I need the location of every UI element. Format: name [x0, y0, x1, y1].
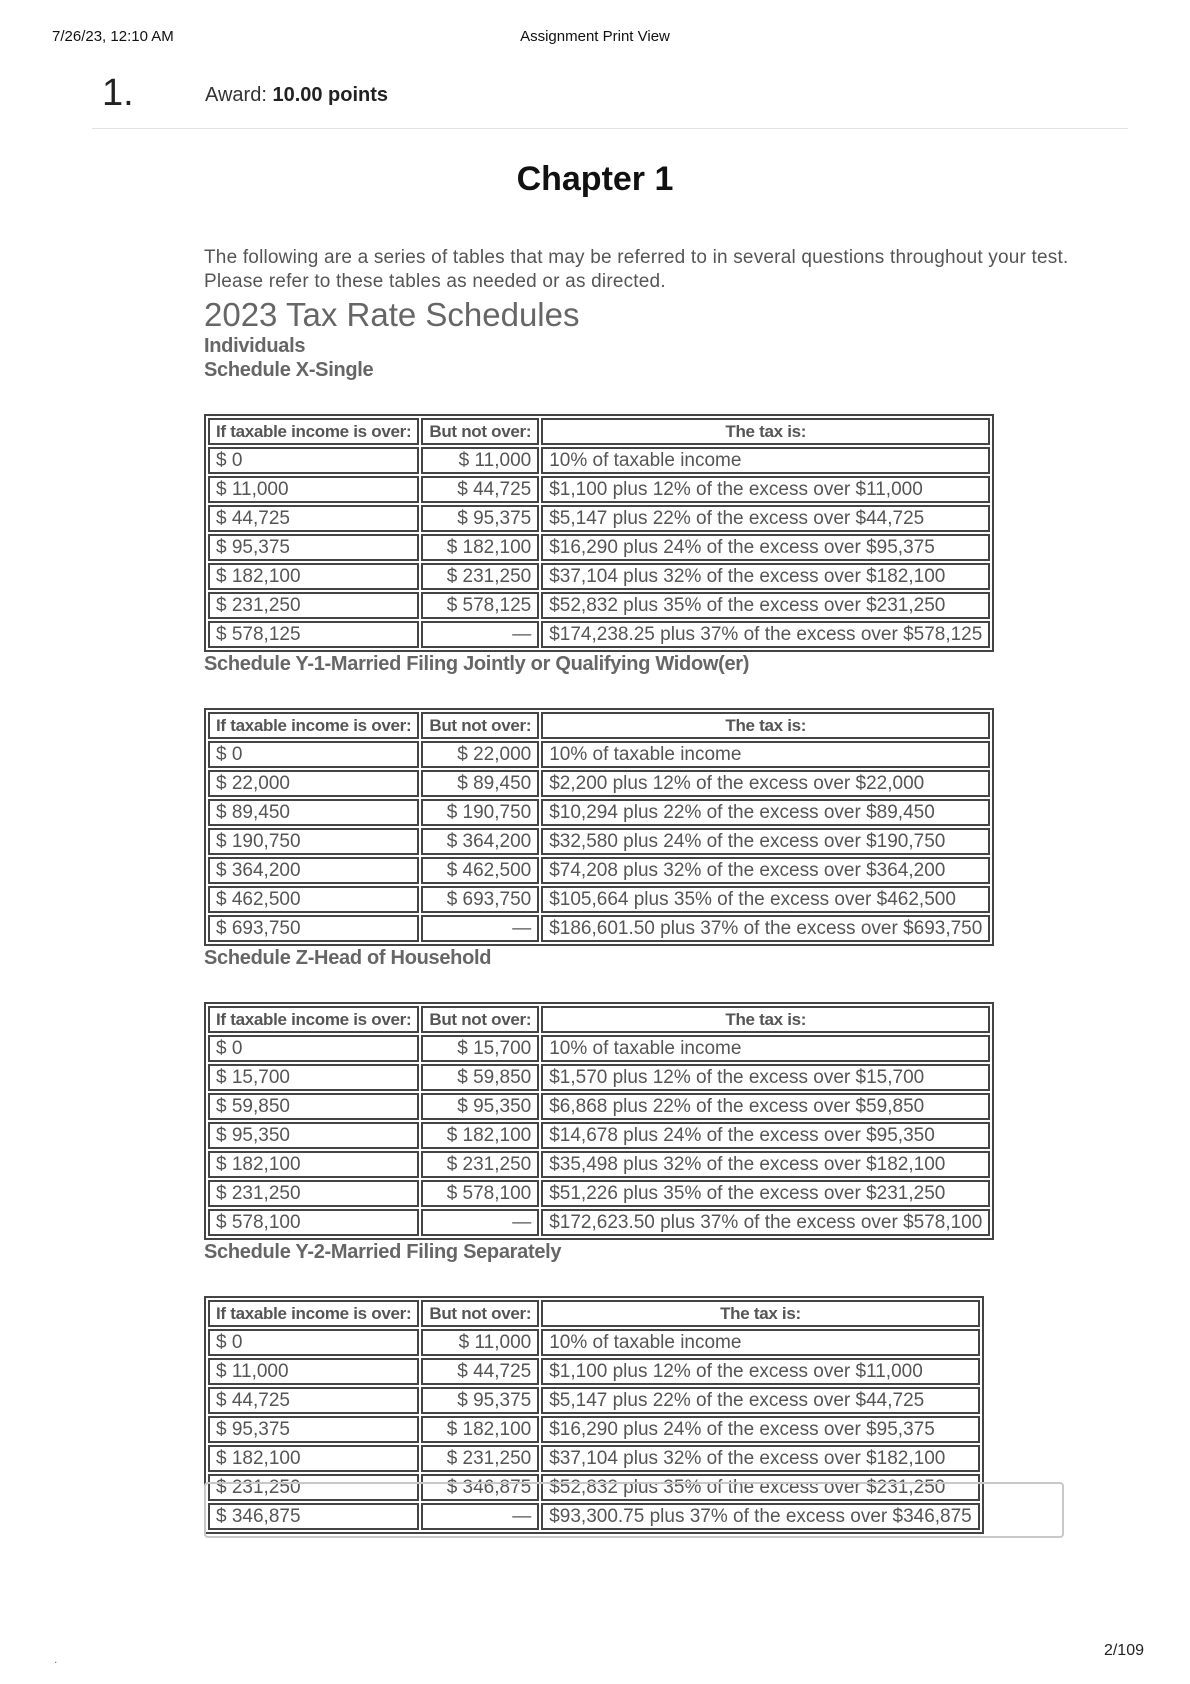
income-over-cell: $ 231,250	[208, 1474, 419, 1501]
question-content	[204, 246, 1104, 1534]
income-over-cell: $ 578,125	[208, 621, 419, 648]
tax-is-cell: 10% of taxable income	[541, 1329, 980, 1356]
table-row	[208, 447, 990, 474]
table-header-row	[208, 712, 990, 739]
schedule-section	[204, 652, 1104, 946]
not-over-cell: $ 231,250	[421, 563, 539, 590]
tax-is-cell: $93,300.75 plus 37% of the excess over $346,875	[541, 1503, 980, 1530]
not-over-cell: $ 190,750	[421, 799, 539, 826]
not-over-cell: —	[421, 621, 539, 648]
table-row	[208, 886, 990, 913]
tax-rate-table	[204, 414, 994, 652]
income-over-header: If taxable income is over:	[208, 1006, 419, 1033]
income-over-cell: $ 462,500	[208, 886, 419, 913]
income-over-cell: $ 44,725	[208, 505, 419, 532]
tax-is-cell: $14,678 plus 24% of the excess over $95,350	[541, 1122, 990, 1149]
income-over-cell: $ 95,350	[208, 1122, 419, 1149]
question-number: 1.	[102, 72, 134, 114]
tax-is-cell: $16,290 plus 24% of the excess over $95,375	[541, 534, 990, 561]
not-over-cell: $ 364,200	[421, 828, 539, 855]
not-over-cell: $ 578,125	[421, 592, 539, 619]
not-over-cell: $ 231,250	[421, 1445, 539, 1472]
income-over-cell: $ 190,750	[208, 828, 419, 855]
tax-is-cell: $74,208 plus 32% of the excess over $364,200	[541, 857, 990, 884]
tax-is-header: The tax is:	[541, 712, 990, 739]
table-row	[208, 1151, 990, 1178]
tax-is-cell: $35,498 plus 32% of the excess over $182,100	[541, 1151, 990, 1178]
table-header-row	[208, 1006, 990, 1033]
not-over-cell: $ 182,100	[421, 1416, 539, 1443]
table-row	[208, 1416, 980, 1443]
tax-is-cell: $1,100 plus 12% of the excess over $11,000	[541, 1358, 980, 1385]
tax-is-header: The tax is:	[541, 1300, 980, 1327]
tax-schedules-heading: 2023 Tax Rate Schedules	[204, 296, 580, 333]
tax-is-cell: $5,147 plus 22% of the excess over $44,725	[541, 505, 990, 532]
not-over-cell: $ 44,725	[421, 1358, 539, 1385]
award-line	[205, 84, 388, 107]
table-row	[208, 770, 990, 797]
income-over-cell: $ 59,850	[208, 1093, 419, 1120]
table-row	[208, 1387, 980, 1414]
not-over-header: But not over:	[421, 1300, 539, 1327]
tax-is-cell: 10% of taxable income	[541, 447, 990, 474]
income-over-cell: $ 11,000	[208, 476, 419, 503]
table-header-row	[208, 418, 990, 445]
footer-dot: .	[54, 1652, 58, 1666]
not-over-cell: $ 59,850	[421, 1064, 539, 1091]
income-over-cell: $ 693,750	[208, 915, 419, 942]
tax-is-cell: $37,104 plus 32% of the excess over $182,100	[541, 563, 990, 590]
tax-is-cell: $172,623.50 plus 37% of the excess over $578,100	[541, 1209, 990, 1236]
tax-is-cell: $186,601.50 plus 37% of the excess over $693,750	[541, 915, 990, 942]
intro-text: The following are a series of tables that may be referred to in several questions throughout your test. Please refer to these tables as needed or as directed.	[204, 247, 1069, 292]
table-header-row	[208, 1300, 980, 1327]
not-over-cell: $ 346,875	[421, 1474, 539, 1501]
table-row	[208, 799, 990, 826]
income-over-cell: $ 182,100	[208, 1445, 419, 1472]
schedules-container	[204, 358, 1104, 1534]
table-row	[208, 621, 990, 648]
award-label: Award:	[205, 84, 267, 106]
table-row	[208, 1180, 990, 1207]
not-over-header: But not over:	[421, 712, 539, 739]
tax-is-cell: $51,226 plus 35% of the excess over $231,250	[541, 1180, 990, 1207]
income-over-cell: $ 95,375	[208, 1416, 419, 1443]
table-row	[208, 1093, 990, 1120]
table-row	[208, 741, 990, 768]
schedule-title: Schedule Y-2-Married Filing Separately	[204, 1241, 562, 1263]
page-number: 2/109	[1103, 1642, 1144, 1659]
income-over-cell: $ 0	[208, 1329, 419, 1356]
answer-box[interactable]	[204, 1482, 1064, 1538]
income-over-header: If taxable income is over:	[208, 1300, 419, 1327]
tax-is-cell: $16,290 plus 24% of the excess over $95,375	[541, 1416, 980, 1443]
not-over-cell: $ 95,375	[421, 505, 539, 532]
tax-is-cell: $105,664 plus 35% of the excess over $462,500	[541, 886, 990, 913]
tax-is-cell: $6,868 plus 22% of the excess over $59,850	[541, 1093, 990, 1120]
tax-is-cell: 10% of taxable income	[541, 1035, 990, 1062]
table-row	[208, 1064, 990, 1091]
chapter-title: Chapter 1	[516, 160, 674, 198]
income-over-cell: $ 11,000	[208, 1358, 419, 1385]
not-over-cell: —	[421, 915, 539, 942]
header-divider	[92, 128, 1128, 129]
not-over-cell: $ 182,100	[421, 1122, 539, 1149]
income-over-cell: $ 231,250	[208, 1180, 419, 1207]
not-over-cell: $ 182,100	[421, 534, 539, 561]
print-datetime: 7/26/23, 12:10 AM	[52, 28, 174, 45]
income-over-cell: $ 182,100	[208, 563, 419, 590]
income-over-cell: $ 346,875	[208, 1503, 419, 1530]
tax-is-cell: $5,147 plus 22% of the excess over $44,725	[541, 1387, 980, 1414]
tax-is-cell: $2,200 plus 12% of the excess over $22,000	[541, 770, 990, 797]
not-over-cell: $ 11,000	[421, 1329, 539, 1356]
schedule-title: Schedule Y-1-Married Filing Jointly or Qualifying Widow(er)	[204, 653, 750, 675]
schedule-spacer	[204, 676, 1104, 708]
schedule-spacer	[204, 382, 1104, 414]
table-row	[208, 1358, 980, 1385]
table-row	[208, 592, 990, 619]
table-row	[208, 476, 990, 503]
tax-is-cell: $32,580 plus 24% of the excess over $190,750	[541, 828, 990, 855]
table-row	[208, 828, 990, 855]
table-row	[208, 857, 990, 884]
tax-rate-table	[204, 708, 994, 946]
table-row	[208, 1035, 990, 1062]
income-over-cell: $ 0	[208, 447, 419, 474]
schedule-title: Schedule Z-Head of Household	[204, 947, 492, 969]
schedule-section	[204, 358, 1104, 652]
not-over-cell: $ 15,700	[421, 1035, 539, 1062]
table-row	[208, 1209, 990, 1236]
income-over-cell: $ 95,375	[208, 534, 419, 561]
income-over-cell: $ 231,250	[208, 592, 419, 619]
not-over-header: But not over:	[421, 418, 539, 445]
not-over-cell: $ 44,725	[421, 476, 539, 503]
schedule-spacer	[204, 970, 1104, 1002]
not-over-cell: $ 693,750	[421, 886, 539, 913]
tax-is-cell: $10,294 plus 22% of the excess over $89,450	[541, 799, 990, 826]
income-over-cell: $ 0	[208, 741, 419, 768]
tax-is-cell: $174,238.25 plus 37% of the excess over $578,125	[541, 621, 990, 648]
not-over-cell: $ 462,500	[421, 857, 539, 884]
table-row	[208, 915, 990, 942]
not-over-cell: $ 95,350	[421, 1093, 539, 1120]
table-row	[208, 1445, 980, 1472]
income-over-cell: $ 89,450	[208, 799, 419, 826]
table-row	[208, 1122, 990, 1149]
income-over-cell: $ 0	[208, 1035, 419, 1062]
not-over-cell: $ 231,250	[421, 1151, 539, 1178]
award-value: 10.00 points	[272, 84, 389, 106]
table-row	[208, 1329, 980, 1356]
table-row	[208, 534, 990, 561]
tax-is-cell: 10% of taxable income	[541, 741, 990, 768]
tax-is-cell: $37,104 plus 32% of the excess over $182,100	[541, 1445, 980, 1472]
income-over-cell: $ 22,000	[208, 770, 419, 797]
tax-is-cell: $52,832 plus 35% of the excess over $231,250	[541, 1474, 980, 1501]
schedule-spacer	[204, 1264, 1104, 1296]
individuals-heading: Individuals	[204, 335, 306, 357]
schedule-title: Schedule X-Single	[204, 359, 374, 381]
not-over-cell: $ 89,450	[421, 770, 539, 797]
not-over-cell: —	[421, 1209, 539, 1236]
income-over-header: If taxable income is over:	[208, 418, 419, 445]
not-over-header: But not over:	[421, 1006, 539, 1033]
not-over-cell: $ 95,375	[421, 1387, 539, 1414]
not-over-cell: $ 22,000	[421, 741, 539, 768]
schedule-section	[204, 946, 1104, 1240]
table-row	[208, 505, 990, 532]
tax-is-cell: $52,832 plus 35% of the excess over $231,250	[541, 592, 990, 619]
income-over-cell: $ 44,725	[208, 1387, 419, 1414]
not-over-cell: $ 11,000	[421, 447, 539, 474]
tax-rate-table	[204, 1002, 994, 1240]
income-over-cell: $ 578,100	[208, 1209, 419, 1236]
print-view-title: Assignment Print View	[520, 28, 670, 45]
income-over-cell: $ 182,100	[208, 1151, 419, 1178]
not-over-cell: $ 578,100	[421, 1180, 539, 1207]
income-over-cell: $ 364,200	[208, 857, 419, 884]
tax-is-cell: $1,100 plus 12% of the excess over $11,000	[541, 476, 990, 503]
income-over-header: If taxable income is over:	[208, 712, 419, 739]
tax-is-cell: $1,570 plus 12% of the excess over $15,700	[541, 1064, 990, 1091]
not-over-cell: —	[421, 1503, 539, 1530]
tax-is-header: The tax is:	[541, 1006, 990, 1033]
table-row	[208, 563, 990, 590]
tax-is-header: The tax is:	[541, 418, 990, 445]
income-over-cell: $ 15,700	[208, 1064, 419, 1091]
